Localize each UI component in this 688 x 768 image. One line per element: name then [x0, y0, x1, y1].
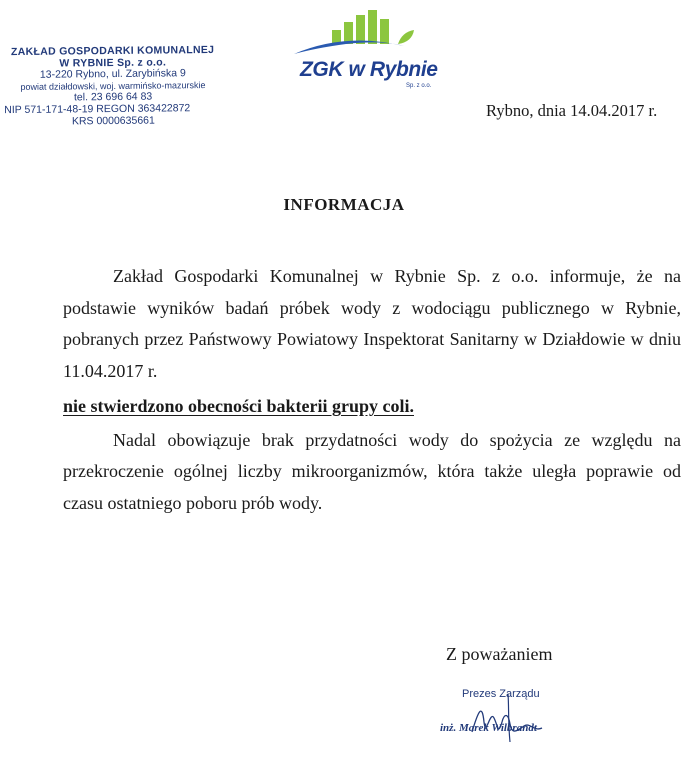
body-emphasis: nie stwierdzono obecności bakterii grupy coli. [63, 396, 414, 416]
stamp-address: 13-220 Rybno, ul. Zarybińska 9 [39, 67, 186, 81]
document-date: Rybno, dnia 14.04.2017 r. [486, 101, 658, 120]
closing-salutation: Z poważaniem [446, 644, 553, 664]
stamp-phone: tel. 23 696 64 83 [73, 90, 153, 104]
company-logo [286, 10, 446, 92]
signatory-title: Prezes Zarządu [462, 688, 540, 700]
stamp-krs: KRS 0000635661 [71, 114, 155, 127]
logo-subtitle: Sp. z o.o. [406, 83, 432, 89]
document-title: INFORMACJA [283, 195, 405, 214]
stamp-company-form: W RYBNIE Sp. z o.o. [59, 56, 167, 70]
stamp-nip-regon: NIP 571-171-48-19 REGON 363422872 [4, 102, 191, 117]
signatory-name: inż. Marek Wilbrandt [440, 722, 537, 734]
body-paragraph-2: Nadal obowiązuje brak przydatności wody do spożycia ze względu na przekroczenie ogólnej liczby mikroorganizmów, która także uległa poprawie od czasu ostatniego poboru prób wody. [63, 429, 681, 513]
company-stamp [4, 45, 223, 128]
document-body [63, 261, 681, 519]
stamp-region: powiat działdowski, woj. warmińsko-mazurskie [20, 79, 206, 92]
body-paragraph-1: Zakład Gospodarki Komunalnej w Rybnie Sp. z o.o. informuje, że na podstawie wyników badań próbek wody z wodociągu publicznego w Rybnie, pobranych przez Państwowy Powiatowy Inspektorat Sanitarny w Działdowie w dniu 11.04.2017 r. [63, 266, 681, 381]
logo-name: ZGK w Rybnie [300, 58, 438, 81]
stamp-company-name: ZAKŁAD GOSPODARKI KOMUNALNEJ [10, 43, 215, 59]
